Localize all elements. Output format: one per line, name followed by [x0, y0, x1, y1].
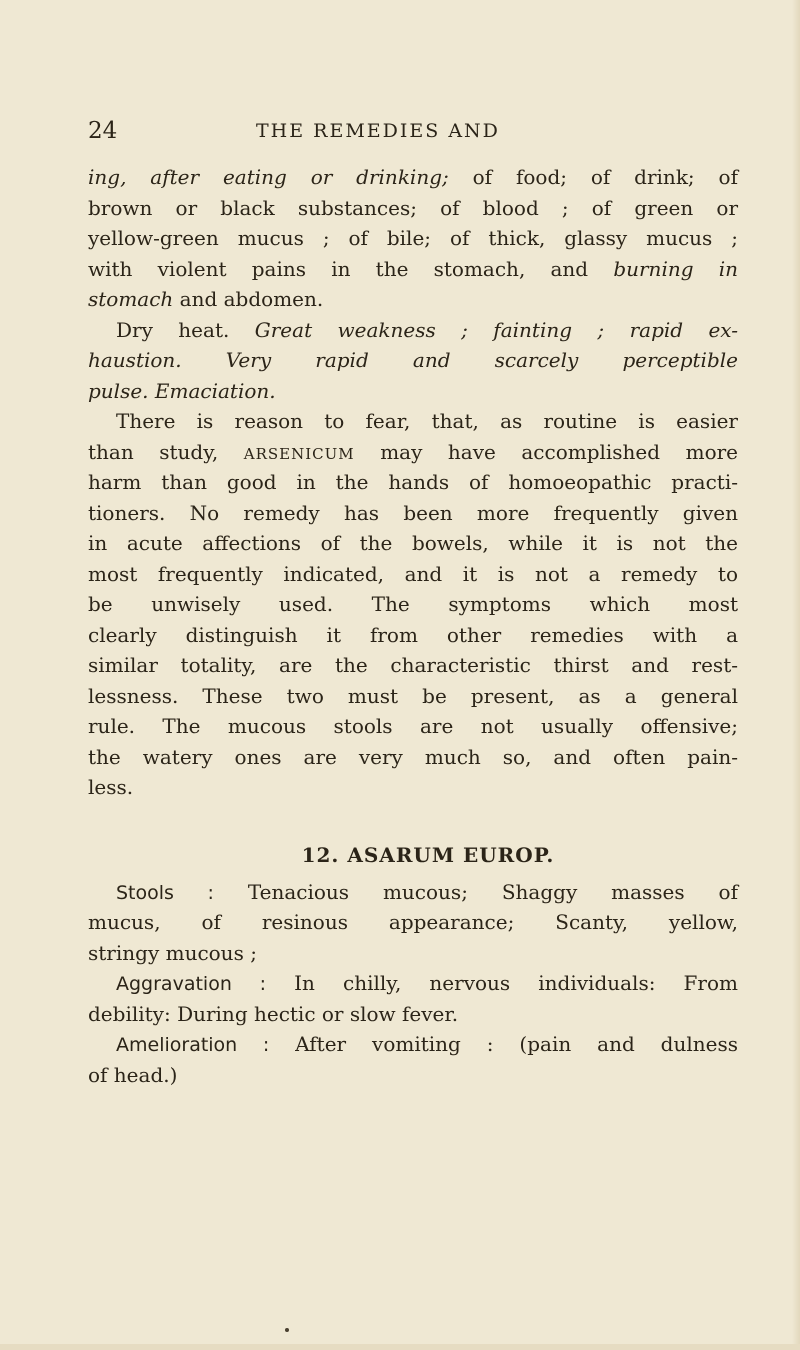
text-line: stringy mucous ; [88, 940, 257, 965]
page-number: 24 [88, 118, 118, 144]
text-line: similar totality, are the characteristic thirst and rest- [88, 653, 738, 677]
text-line: There is reason to fear, that, as routine is easier [116, 409, 738, 433]
page-bottom-edge [0, 1344, 800, 1350]
amelioration-label: Amelioration : [116, 1034, 270, 1056]
stools-label: Stools : [116, 881, 214, 904]
text-line: be unwisely used. The symptoms which most [88, 592, 738, 616]
text-line [88, 284, 738, 315]
text-line [88, 376, 738, 407]
text-line [88, 254, 738, 285]
text-line: most frequently indicated, and it is not a remedy to [88, 561, 738, 586]
text-line [88, 877, 738, 908]
section-heading: 12. ASARUM EUROP. [301, 842, 555, 867]
remedy-name: ARSENICUM [243, 444, 355, 463]
italic-phrase: burning in [613, 256, 738, 281]
text-line: tioners. No remedy has been more frequently given [88, 500, 738, 525]
text-line: the watery ones are very much so, and often pain- [88, 744, 738, 769]
text-run: than study, [88, 439, 219, 464]
italic-phrase: stomach [88, 287, 174, 311]
text-line: less. [88, 775, 134, 799]
text-line: clearly distinguish it from other remedies with a [88, 622, 738, 647]
text-line: brown or black substances; of blood ; of green or [88, 195, 738, 220]
text-line: rule. The mucous stools are not usually offensive; [88, 714, 738, 738]
text-line: yellow-green mucus ; of bile; of thick, glassy mucus ; [88, 226, 738, 250]
text-run: and abdomen. [179, 287, 324, 311]
running-title: THE REMEDIES AND [256, 120, 500, 142]
text-run: Tenacious mucous; Shaggy masses of [247, 879, 739, 904]
italic-phrase: ing, after eating or drinking; [88, 165, 449, 189]
ink-speck [285, 1328, 289, 1332]
text-line: in acute affections of the bowels, while it is not the [88, 531, 738, 555]
text-line [88, 1029, 738, 1060]
text-line [88, 968, 738, 999]
text-run: of food; of drink; of [472, 165, 738, 189]
text-run: After vomiting : (pain and dulness [295, 1032, 739, 1056]
text-line: harm than good in the hands of homoeopathic practi- [88, 470, 738, 494]
spacer [88, 803, 738, 833]
text-line: mucus, of resinous appearance; Scanty, yellow, [88, 910, 738, 934]
text-line: of head.) [88, 1062, 178, 1087]
text-line [88, 345, 738, 376]
aggravation-label: Aggravation : [116, 973, 267, 995]
page-edge-shadow [792, 0, 800, 1350]
page-header [88, 118, 738, 148]
italic-phrase: Great weakness ; fainting ; rapid ex- [254, 317, 738, 342]
text-run: In chilly, nervous individuals: From [294, 971, 739, 995]
text-line: debility: During hectic or slow fever. [88, 1001, 459, 1026]
text-run: with violent pains in the stomach, and [88, 256, 589, 281]
text-run: may have accomplished more [380, 439, 739, 464]
text-line [88, 437, 738, 468]
italic-phrase: haustion. Very rapid and scarcely perceptible [88, 348, 738, 372]
italic-phrase: pulse. Emaciation. [88, 378, 276, 403]
text-line [88, 315, 738, 346]
page-body [88, 162, 738, 1090]
text-line: lessness. These two must be present, as a general [88, 683, 738, 708]
text-run: Dry heat. [116, 317, 230, 342]
text-line [88, 162, 738, 193]
